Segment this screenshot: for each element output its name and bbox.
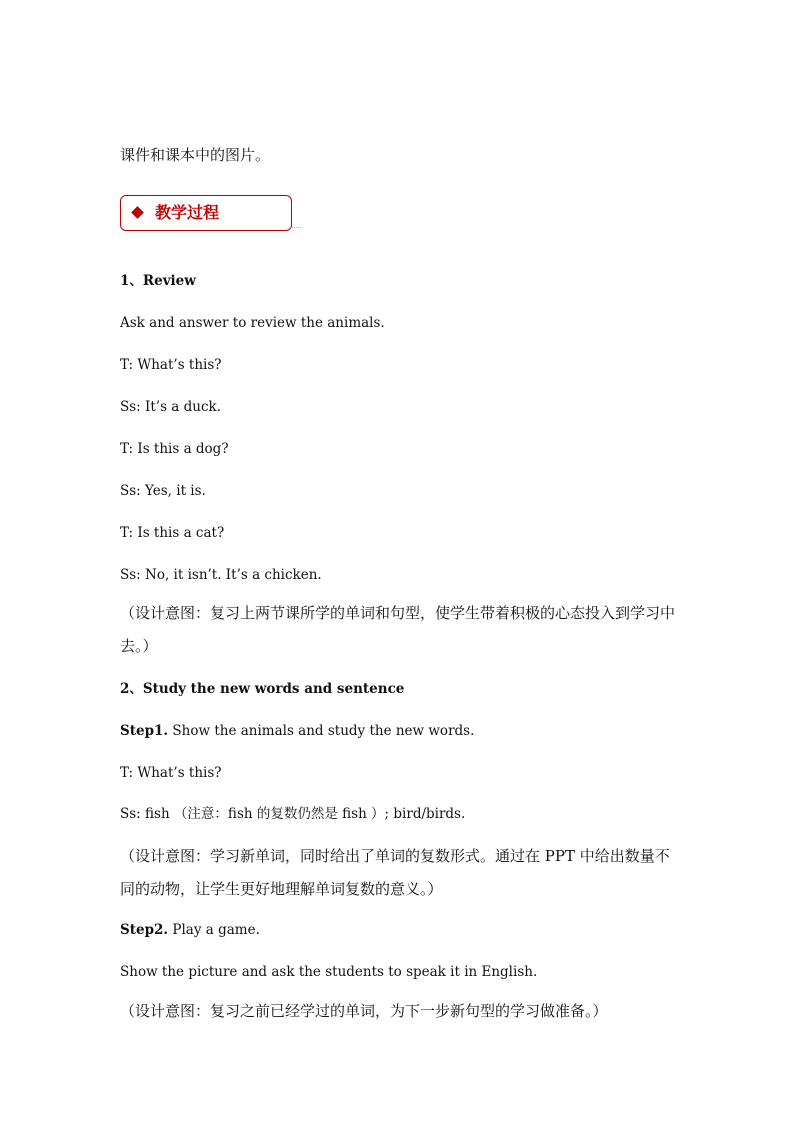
step2-design-note: （设计意图：复习之前已经学过的单词，为下一步新句型的学习做准备。） (120, 1002, 608, 1020)
step2-instruction: Show the picture and ask the students to speak it in English. (120, 964, 538, 980)
decorative-tail (289, 224, 301, 228)
dialogue-line: T: What’s this? (120, 765, 222, 781)
step1-design-note: （设计意图：学习新单词，同时给出了单词的复数形式。通过在 PPT 中给出数量不同的动物，让学生更好地理解单词复数的意义。） (120, 847, 670, 898)
dialogue-line: Ss: It’s a duck. (120, 399, 221, 415)
step2-line (120, 921, 260, 939)
dialogue-line: Ss: Yes, it is. (120, 483, 206, 499)
step1-line (120, 722, 474, 740)
review-design-note: （设计意图：复习上两节课所学的单词和句型，使学生带着积极的心态投入到学习中去。） (120, 604, 676, 655)
section-header-teaching-process (120, 195, 292, 231)
materials-line: 课件和课本中的图片。 (120, 146, 271, 164)
dialogue-line: T: Is this a dog? (120, 441, 229, 457)
review-heading: 1、Review (120, 273, 196, 289)
dialogue-line: Ss: No, it isn’t. It’s a chicken. (120, 567, 322, 583)
step2-text: Play a game. (168, 922, 260, 938)
step1-text: Show the animals and study the new words. (168, 723, 475, 739)
step2-label: Step2. (120, 922, 169, 938)
study-heading: 2、Study the new words and sentence (120, 681, 405, 697)
section-title: 教学过程 (155, 203, 220, 222)
dialogue-line: T: Is this a cat? (120, 525, 225, 541)
diamond-bullet-icon (131, 206, 144, 219)
dialogue-line: T: What’s this? (120, 357, 222, 373)
review-intro: Ask and answer to review the animals. (120, 315, 385, 331)
dialogue-line: Ss: fish （注意：fish 的复数仍然是 fish ）; bird/birds. (120, 806, 466, 822)
step1-label: Step1. (120, 723, 169, 739)
